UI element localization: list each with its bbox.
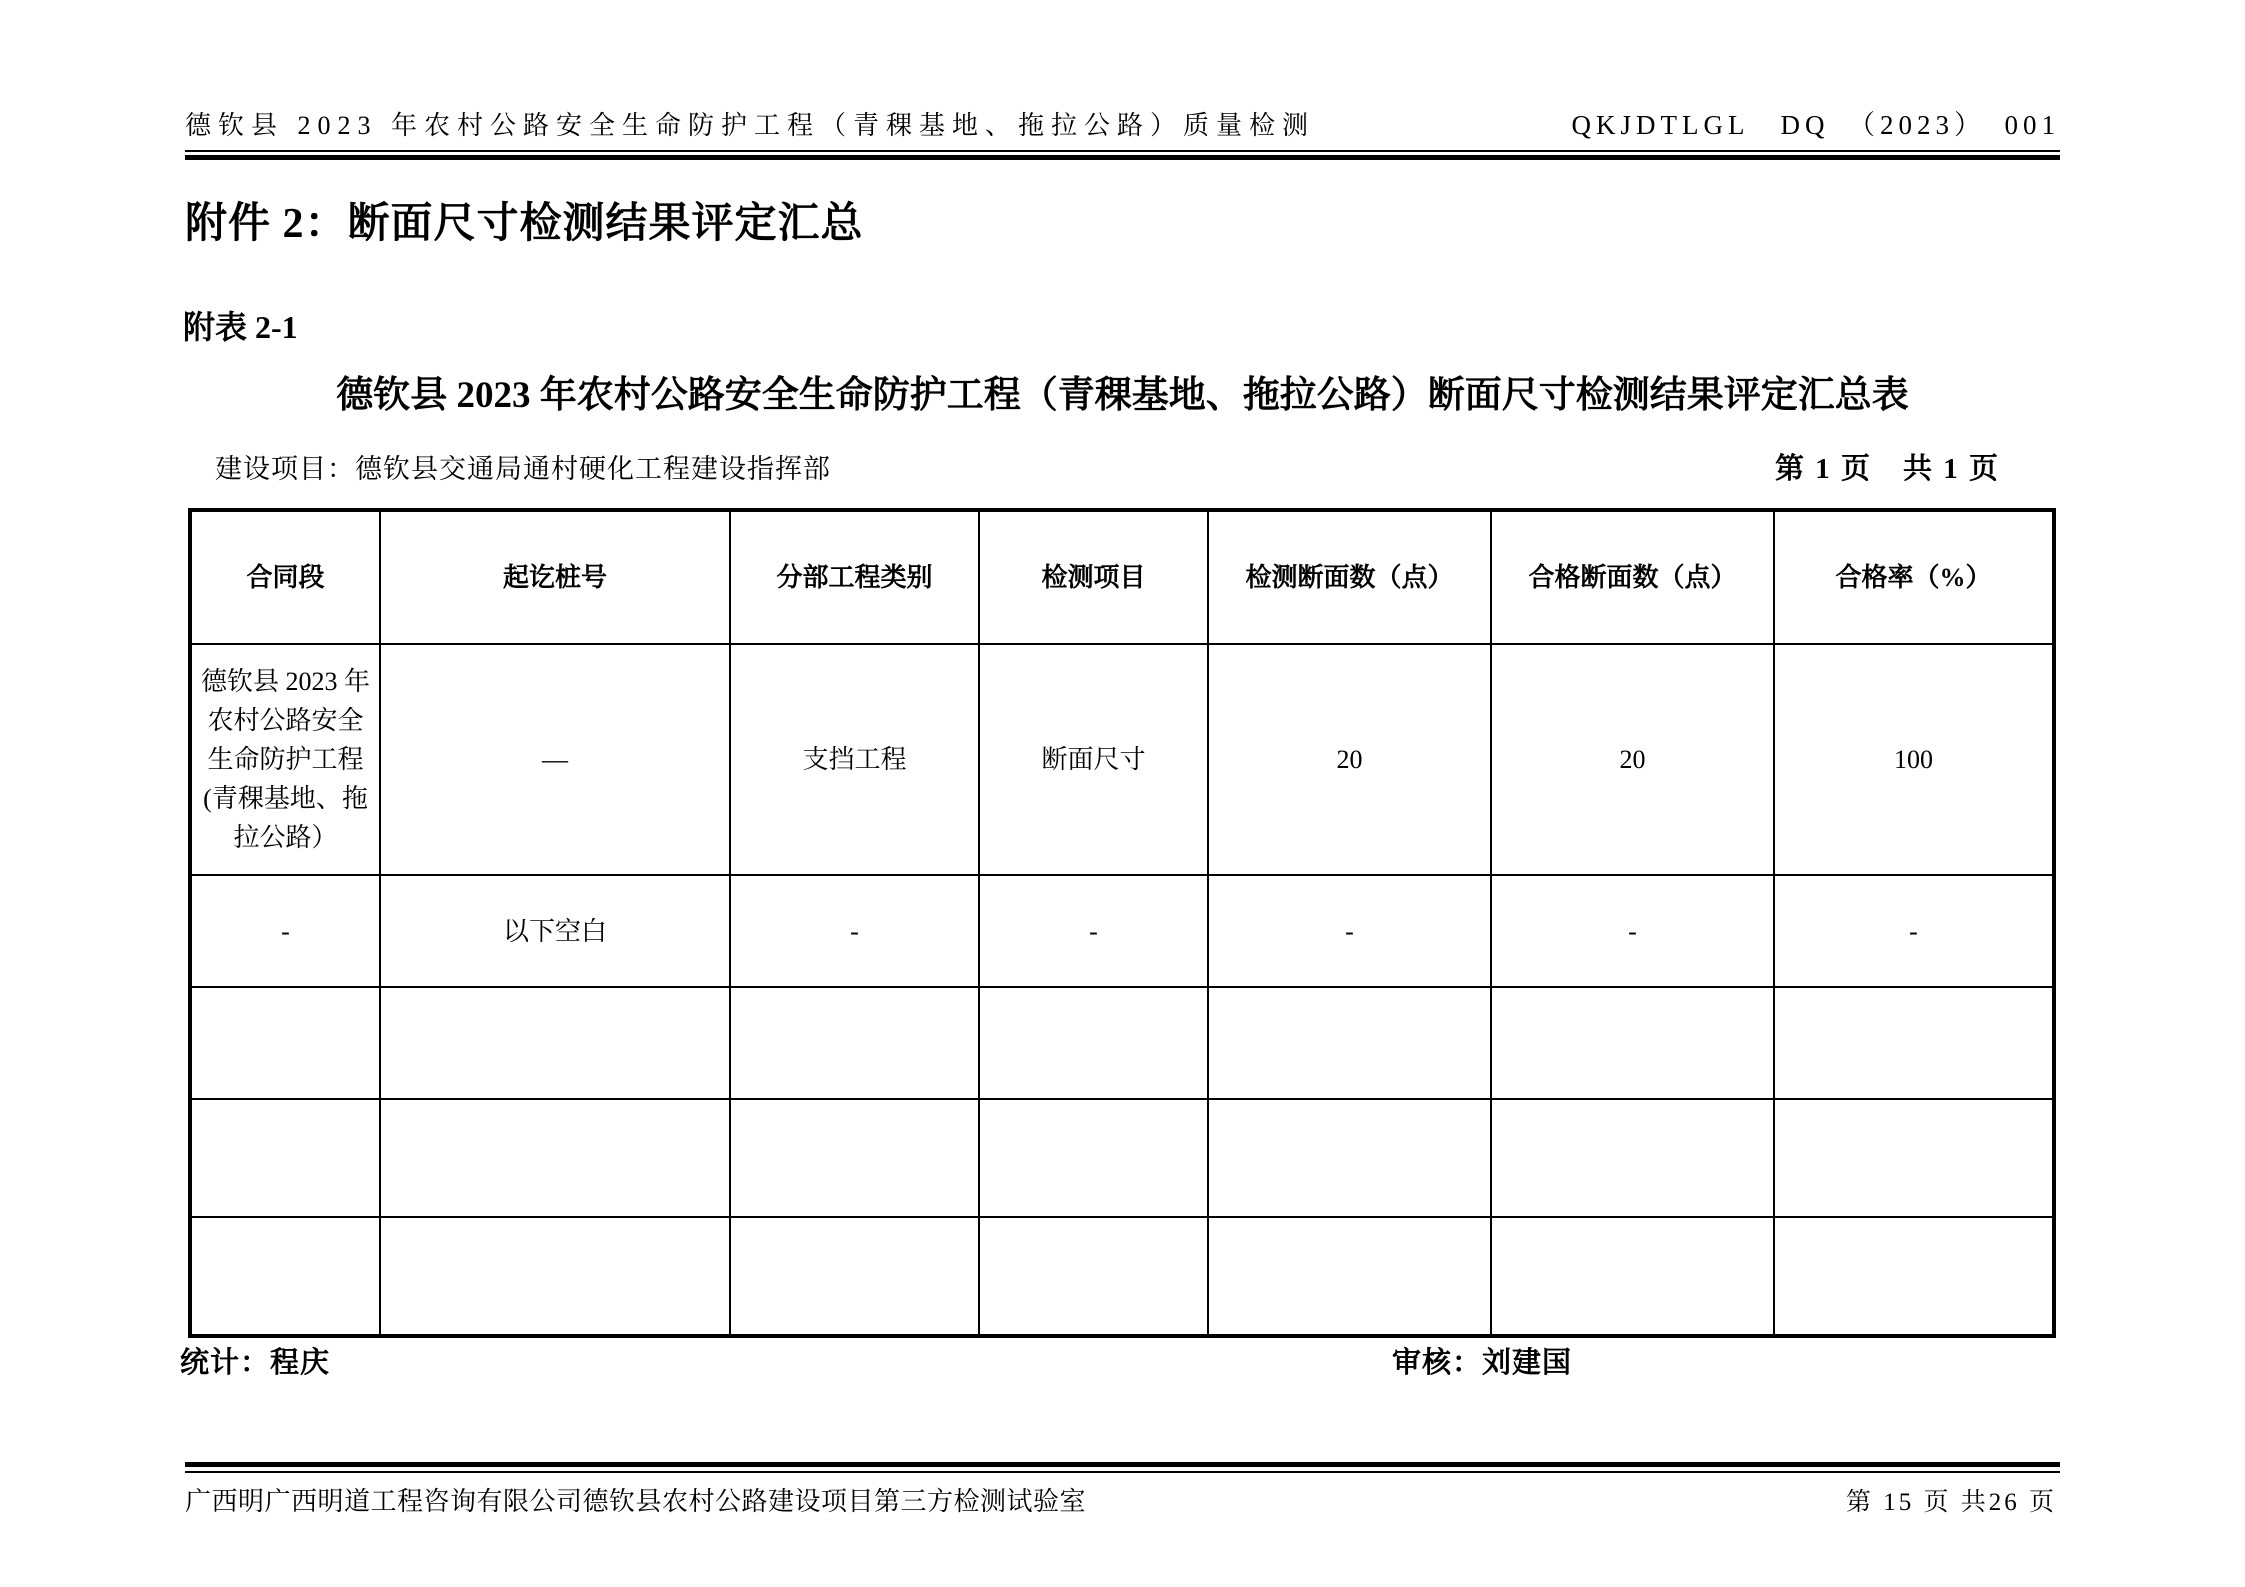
table-cell	[979, 1099, 1208, 1217]
summary-table	[188, 508, 2056, 1338]
table-header-cell: 合格率（%）	[1774, 510, 2054, 644]
table-cell	[1774, 987, 2054, 1099]
table-cell: 20	[1208, 644, 1491, 875]
table-header-cell: 分部工程类别	[730, 510, 979, 644]
table-header-cell: 检测项目	[979, 510, 1208, 644]
table-header-cell: 起讫桩号	[380, 510, 730, 644]
table-cell	[1774, 1217, 2054, 1336]
table-row	[190, 875, 2054, 987]
statistic-signature: 统计：程庆	[180, 1347, 331, 1379]
table-title: 德钦县 2023 年农村公路安全生命防护工程（青稞基地、拖拉公路）断面尺寸检测结果评定汇总表	[336, 375, 1909, 416]
project-label: 建设项目：德钦县交通局通村硬化工程建设指挥部	[215, 454, 831, 484]
table-cell: -	[730, 875, 979, 987]
table-cell	[1491, 1217, 1774, 1336]
table-header-cell: 合同段	[190, 510, 380, 644]
table-cell: —	[380, 644, 730, 875]
table-cell: -	[1774, 875, 2054, 987]
table-cell: 德钦县 2023 年农村公路安全生命防护工程(青稞基地、拖拉公路）	[190, 644, 380, 875]
review-signature: 审核：刘建国	[1392, 1347, 1573, 1379]
attachment-title: 附件 2：断面尺寸检测结果评定汇总	[185, 201, 864, 247]
subtable-label: 附表 2-1	[183, 309, 298, 345]
table-cell	[1208, 1217, 1491, 1336]
table-cell	[1491, 1099, 1774, 1217]
footer-rule	[185, 1462, 2060, 1473]
table-cell	[190, 987, 380, 1099]
footer-page-number: 第 15 页 共26 页	[1845, 1489, 2057, 1516]
project-row	[215, 446, 2000, 487]
table-row	[190, 644, 2054, 875]
table-row	[190, 1099, 2054, 1217]
table-header-cell: 检测断面数（点）	[1208, 510, 1491, 644]
table-cell: 20	[1491, 644, 1774, 875]
table-cell: 支挡工程	[730, 644, 979, 875]
table-cell: -	[1208, 875, 1491, 987]
footer-org: 广西明广西明道工程咨询有限公司德钦县农村公路建设项目第三方检测试验室	[185, 1487, 1087, 1516]
table-cell	[380, 1099, 730, 1217]
table-cell	[730, 987, 979, 1099]
header-rule	[185, 150, 2060, 160]
table-cell: -	[1491, 875, 1774, 987]
table-cell	[190, 1099, 380, 1217]
table-cell: 100	[1774, 644, 2054, 875]
table-cell: 断面尺寸	[979, 644, 1208, 875]
table-header-cell: 合格断面数（点）	[1491, 510, 1774, 644]
table-cell	[190, 1217, 380, 1336]
table-cell	[979, 1217, 1208, 1336]
doc-header	[185, 103, 2060, 142]
table-cell: -	[979, 875, 1208, 987]
doc-header-title: 德钦县 2023 年农村公路安全生命防护工程（青稞基地、拖拉公路）质量检测	[185, 111, 1316, 140]
doc-header-code: QKJDTLGL DQ （2023） 001	[1571, 110, 2060, 140]
table-row	[190, 987, 2054, 1099]
table-cell	[380, 987, 730, 1099]
table-cell	[380, 1217, 730, 1336]
table-cell	[730, 1099, 979, 1217]
table-cell	[730, 1217, 979, 1336]
table-cell: 以下空白	[380, 875, 730, 987]
table-header-row	[190, 510, 2054, 644]
table-cell: -	[190, 875, 380, 987]
table-row	[190, 1217, 2054, 1336]
doc-footer	[185, 1481, 2057, 1518]
table-cell	[1491, 987, 1774, 1099]
page-indicator: 第 1 页 共 1 页	[1774, 453, 2000, 485]
table-cell	[1208, 987, 1491, 1099]
table-cell	[1774, 1099, 2054, 1217]
table-cell	[979, 987, 1208, 1099]
table-cell	[1208, 1099, 1491, 1217]
